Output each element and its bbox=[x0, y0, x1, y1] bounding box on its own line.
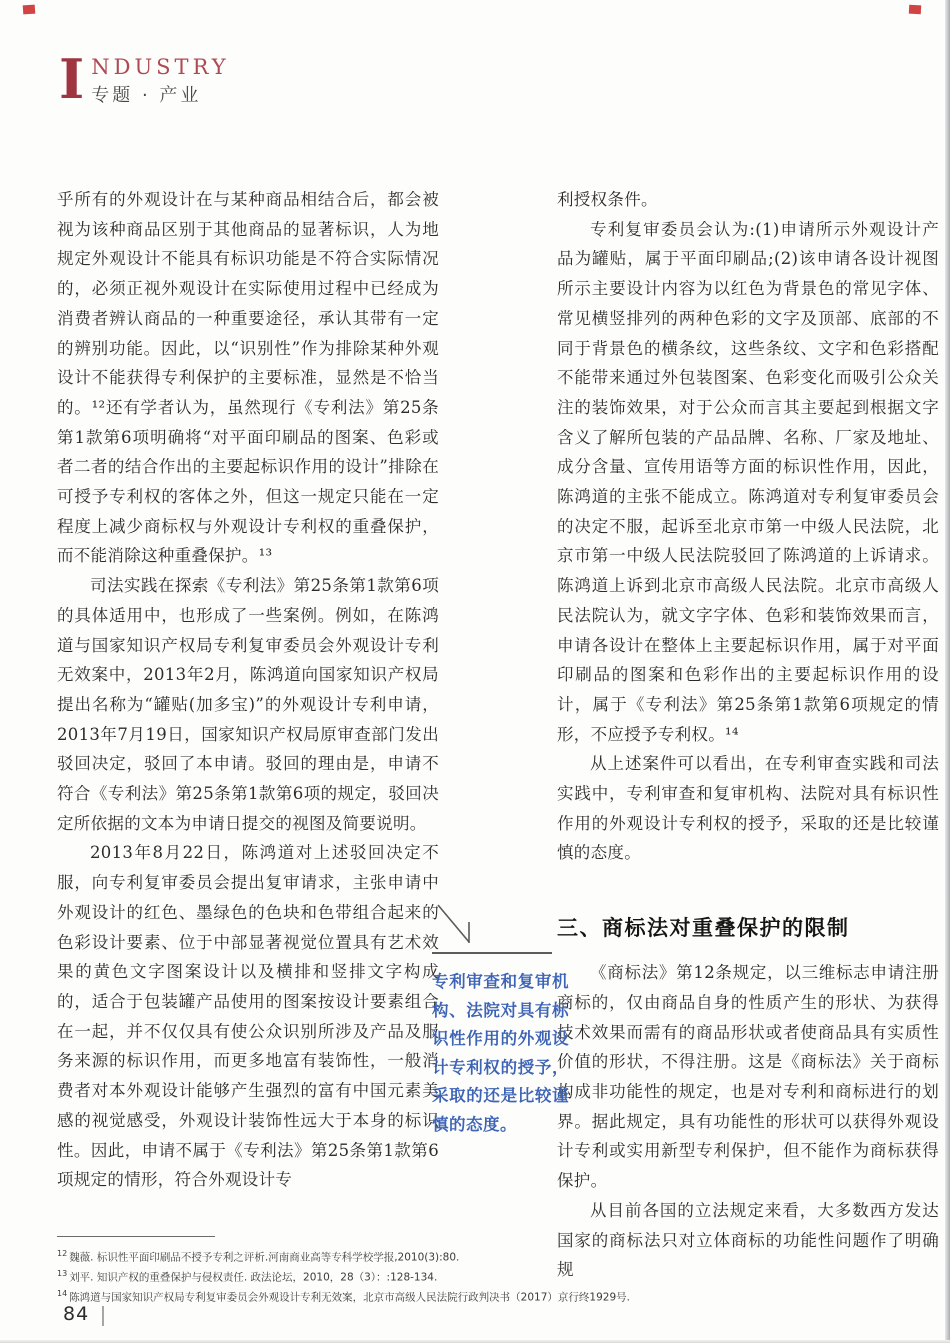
pull-quote-rule bbox=[432, 952, 552, 954]
footnote-marker: 13 bbox=[57, 1269, 68, 1278]
scan-edge-shadow bbox=[945, 0, 950, 1343]
industry-drop-cap: I bbox=[59, 47, 85, 111]
footnote-marker: 12 bbox=[57, 1249, 68, 1258]
footnote bbox=[57, 1246, 877, 1266]
right-column bbox=[557, 185, 939, 1285]
section-heading: 三、商标法对重叠保护的限制 bbox=[557, 916, 850, 941]
paragraph: 《商标法》第12条规定，以三维标志申请注册商标的，仅由商品自身的性质产生的形状、为获得技术效果而需有的商品形状或者使商品具有实质性价值的形状，不得注册。这是《商标法》关于商标构成非功能性的规定，也是对专利和商标进行的划界。据此规定，具有功能性的形状可以获得外观设计专利或实用新型专利保护，但不能作为商标获得保护。 bbox=[557, 963, 939, 1191]
pull-quote-text: 专利审查和复审机构、法院对具有标识性作用的外观设计专利权的授予，采取的还是比较谨慎的态度。 bbox=[432, 972, 569, 1134]
footnote-text: 魏薇. 标识性平面印刷品不授予专利之评析.河南商业高等专科学校学报,2010(3):80. bbox=[69, 1251, 460, 1264]
footnote-marker: 14 bbox=[57, 1289, 68, 1298]
paragraph: 司法实践在探索《专利法》第25条第1款第6项的具体适用中，也形成了一些案例。例如，在陈鸿道与国家知识产权局专利复审委员会外观设计专利无效案中，2013年2月，陈鸿道向国家知识产权局提出名称为“罐贴(加多宝)”的外观设计专利申请，2013年7月19日，国家知识产权局原审查部门发出驳回决定，驳回了本申请。驳回的理由是，申请不符合《专利法》第25条第1款第6项的规定，驳回决定所依据的文本为申请日提交的视图及简要说明。 bbox=[57, 576, 439, 833]
page-number: 84 bbox=[63, 1303, 90, 1325]
magazine-title-en: NDUSTRY bbox=[91, 55, 230, 79]
header-titles bbox=[91, 56, 229, 107]
paragraph: 专利复审委员会认为:(1)申请所示外观设计产品为罐贴，属于平面印刷品;(2)该申请各设计视图所示主要设计内容为以红色为背景色的常见字体、常见横竖排列的两种色彩的文字及顶部、底部的不同于背景色的横条纹，这些条纹、文字和色彩搭配不能带来通过外包装图案、色彩变化而吸引公众关注的装饰效果，对于公众而言其主要起到根据文字含义了解所包装的产品品牌、名称、厂家及地址、成分含量、宣传用语等方面的标识性作用，因此，陈鸿道的主张不能成立。陈鸿道对专利复审委员会的决定不服，起诉至北京市第一中级人民法院，北京市第一中级人民法院驳回了陈鸿道的上诉请求。陈鸿道上诉到北京市高级人民法院。北京市高级人民法院认为，就文字字体、色彩和装饰效果而言，申请各设计在整体上主要起标识作用，属于对平面印刷品的图案和色彩作出的主要起标识作用的设计，属于《专利法》第25条第1款第6项规定的情形，不应授予专利权。¹⁴ bbox=[557, 219, 939, 744]
section-title-cn: 专题 · 产业 bbox=[91, 85, 202, 106]
left-column bbox=[57, 185, 439, 1195]
paragraph: 从上述案件可以看出，在专利审查实践和司法实践中，专利审查和复审机构、法院对具有标识性作用的外观设计专利权的授予，采取的还是比较谨慎的态度。 bbox=[557, 754, 939, 863]
page-header bbox=[59, 47, 230, 111]
scan-registration-mark bbox=[23, 5, 36, 15]
paragraph: 从目前各国的立法规定来看，大多数西方发达国家的商标法只对立体商标的功能性问题作了明确规 bbox=[557, 1200, 939, 1280]
paragraph: 2013年8月22日，陈鸿道对上述驳回决定不服，向专利复审委员会提出复审请求，主张申请中外观设计的红色、墨绿色的色块和色带组合起来的色彩设计要素、位于中部显著视觉位置具有艺术效果的黄色文字图案设计以及横排和竖排文字构成的，适合于包装罐产品使用的图案按设计要素组合在一起，并不仅仅具有使公众识别所涉及产品及服务来源的标识作用，而更多地富有装饰性，一般消费者对本外观设计能够产生强烈的富有中国元素美感的视觉感受，外观设计装饰性远大于本身的标识性。因此，申请不属于《专利法》第25条第1款第6项规定的情形，符合外观设计专 bbox=[57, 843, 439, 1190]
footnote-text: 陈鸿道与国家知识产权局专利复审委员会外观设计专利无效案，北京市高级人民法院行政判决书（2017）京行终1929号. bbox=[69, 1291, 630, 1304]
pull-quote bbox=[432, 902, 569, 1139]
scan-registration-mark bbox=[909, 5, 921, 15]
footnote-divider bbox=[57, 1236, 215, 1237]
page-number-divider bbox=[102, 1306, 104, 1326]
footnote bbox=[57, 1286, 877, 1306]
footnotes bbox=[57, 1246, 877, 1306]
paragraph-continuation: 乎所有的外观设计在与某种商品相结合后，都会被视为该种商品区别于其他商品的显著标识，人为地规定外观设计不能具有标识功能是不符合实际情况的，必须正视外观设计在实际使用过程中已经成为消费者辨认商品的一种重要途径，承认其带有一定的辨别功能。因此，以“识别性”作为排除某种外观设计不能获得专利保护的主要标准，显然是不恰当的。¹²还有学者认为，虽然现行《专利法》第25条第1款第6项明确将“对平面印刷品的图案、色彩或者二者的结合作出的主要起标识作用的设计”排除在可授予专利权的客体之外，但这一规定只能在一定程度上减少商标权与外观设计专利权的重叠保护，而不能消除这种重叠保护。¹³ bbox=[57, 190, 439, 566]
paragraph-continuation: 利授权条件。 bbox=[557, 190, 658, 209]
footnote bbox=[57, 1266, 877, 1286]
diagonal-arrow-icon bbox=[434, 902, 478, 948]
footnote-text: 刘平. 知识产权的重叠保护与侵权责任. 政法论坛，2010，28（3）：:128-134. bbox=[69, 1271, 438, 1284]
